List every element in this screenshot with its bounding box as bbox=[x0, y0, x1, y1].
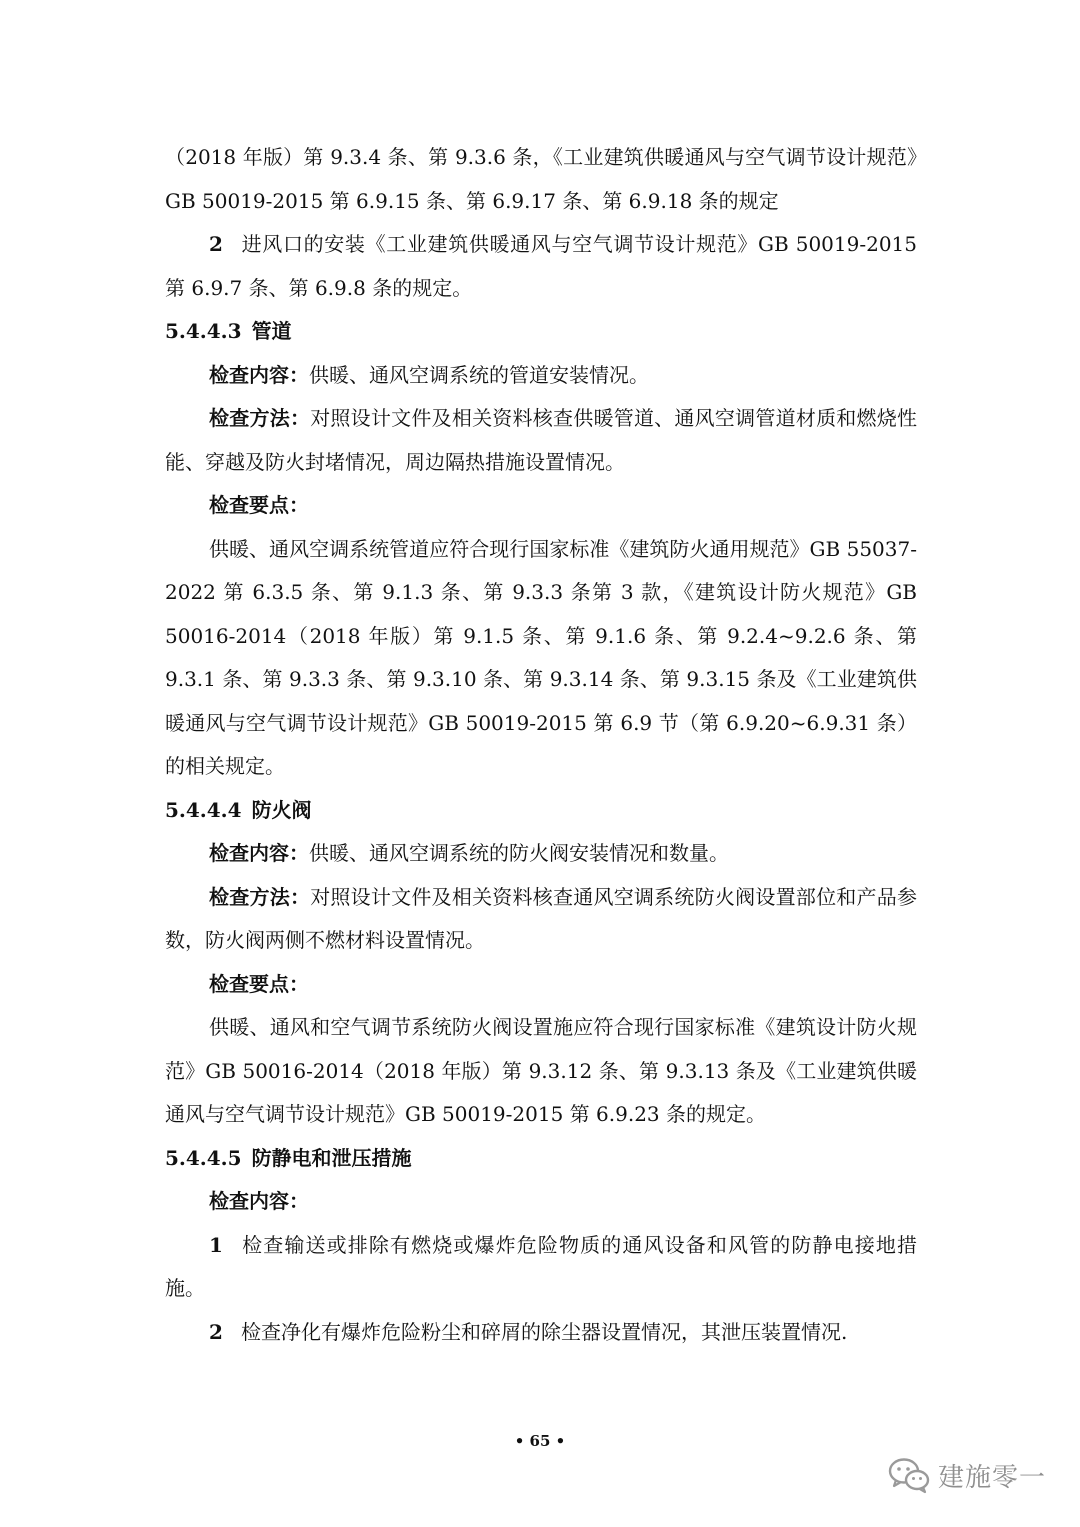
check-content-label-text: 检查内容： bbox=[209, 1189, 309, 1213]
section-title: 防火阀 bbox=[251, 797, 312, 822]
check-points-text: 供暖、通风空调系统管道应符合现行国家标准《建筑防火通用规范》GB 55037-2022 第 6.3.5 条、第 9.1.3 条、第 9.3.3 条第 3 款，《建筑设计防火规范》GB 50016-2014（2018 年版）第 9.1.5 条、第 9.1.6 条、第 9.2.4~9.2.6 条、第 9.3.1 条、第 9.3.3 条、第 9.3.10 条、第 9.3.14 条、第 9.3.15 条及《工业建筑供暖通风与空气调节设计规范》GB 50019-2015 第 6.9 节（第 6.9.20~6.9.31 条）的相关规定。 bbox=[165, 536, 917, 778]
check-points-label-text: 检查要点： bbox=[209, 971, 309, 996]
item-text: 进风口的安装《工业建筑供暖通风与空气调节设计规范》GB 50019-2015 第 6.9.7 条、第 6.9.8 条的规定。 bbox=[165, 232, 917, 300]
list-item bbox=[165, 1311, 917, 1355]
section-heading bbox=[165, 310, 917, 354]
check-content-text: 供暖、通风空调系统的防火阀安装情况和数量。 bbox=[309, 841, 729, 865]
section-title: 管道 bbox=[251, 319, 292, 343]
watermark-text: 建施零一 bbox=[938, 1462, 1047, 1493]
check-content-label: 检查内容： bbox=[209, 362, 309, 387]
check-points-label bbox=[165, 963, 917, 1007]
item-number: 2 bbox=[209, 1319, 223, 1344]
check-points-text: 供暖、通风和空气调节系统防火阀设置施应符合现行国家标准《建筑设计防火规范》GB 50016-2014（2018 年版）第 9.3.12 条、第 9.3.13 条及《工业建筑供暖通风与空气调节设计规范》GB 50019-2015 第 6.9.23 条的规定。 bbox=[165, 1015, 917, 1126]
check-method-label: 检查方法： bbox=[209, 406, 311, 430]
section-number: 5.4.4.4 bbox=[165, 797, 242, 822]
list-item bbox=[165, 1224, 917, 1311]
item-number: 2 bbox=[209, 232, 223, 256]
check-content-label bbox=[165, 1180, 917, 1224]
list-item bbox=[165, 223, 917, 310]
item-text: 检查净化有爆炸危险粉尘和碎屑的除尘器设置情况，其泄压装置情况. bbox=[241, 1319, 848, 1344]
check-content-text: 供暖、通风空调系统的管道安装情况。 bbox=[309, 362, 649, 387]
section-heading bbox=[165, 789, 917, 833]
section-number: 5.4.4.5 bbox=[165, 1145, 242, 1170]
check-content-label: 检查内容： bbox=[209, 841, 309, 865]
document-body bbox=[165, 136, 917, 1354]
section-title: 防静电和泄压措施 bbox=[251, 1145, 412, 1170]
item-number: 1 bbox=[209, 1232, 223, 1257]
check-method bbox=[165, 876, 917, 963]
item-text: 检查输送或排除有燃烧或爆炸危险物质的通风设备和风管的防静电接地措施。 bbox=[165, 1232, 917, 1300]
check-points-label bbox=[165, 484, 917, 528]
watermark bbox=[888, 1453, 1063, 1497]
check-method-text: 对照设计文件及相关资料核查通风空调系统防火阀设置部位和产品参数，防火阀两侧不燃材料设置情况。 bbox=[165, 884, 918, 952]
wechat-icon bbox=[888, 1456, 930, 1494]
check-method bbox=[165, 397, 917, 484]
section-heading bbox=[165, 1137, 917, 1181]
page-number: • 65 • bbox=[514, 1432, 566, 1450]
check-method-text: 对照设计文件及相关资料核查供暖管道、通风空调管道材质和燃烧性能、穿越及防火封堵情况，周边隔热措施设置情况。 bbox=[165, 406, 918, 474]
check-method-label: 检查方法： bbox=[209, 884, 311, 909]
section-number: 5.4.4.3 bbox=[165, 319, 242, 343]
paragraph-continuation: （2018 年版）第 9.3.4 条、第 9.3.6 条，《工业建筑供暖通风与空气调节设计规范》GB 50019-2015 第 6.9.15 条、第 6.9.17 条、第 6.9.18 条的规定 bbox=[165, 145, 917, 213]
check-content bbox=[165, 832, 917, 876]
check-points-label-text: 检查要点： bbox=[209, 493, 309, 517]
check-content bbox=[165, 354, 917, 398]
